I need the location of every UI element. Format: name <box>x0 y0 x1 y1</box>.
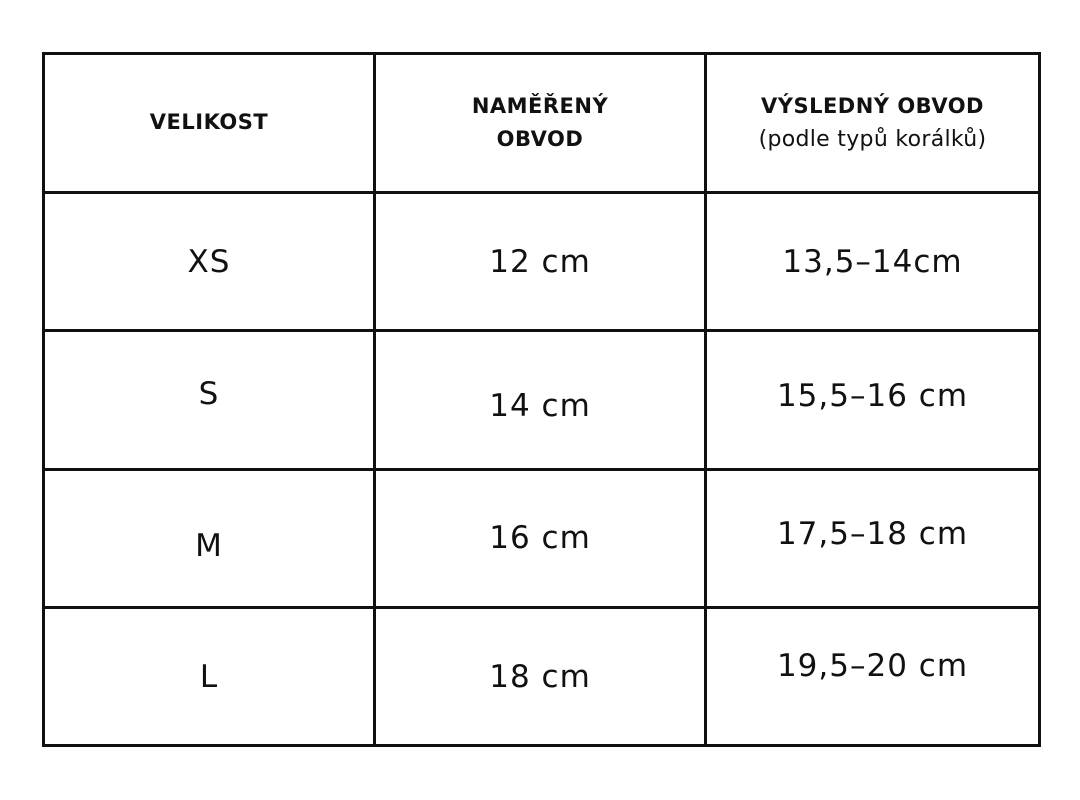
header-measured-label: NAMĚŘENÝ OBVOD <box>471 93 609 152</box>
size-cell <box>44 607 375 745</box>
measured-value: 12 cm <box>489 243 591 280</box>
result-cell <box>706 331 1040 469</box>
table-row <box>44 607 1040 745</box>
size-value: M <box>195 528 223 565</box>
result-value: 19,5–20 cm <box>776 648 969 685</box>
size-value: XS <box>187 243 231 280</box>
measured-cell <box>375 469 706 607</box>
measured-value: 14 cm <box>489 387 591 424</box>
result-value: 17,5–18 cm <box>776 516 969 553</box>
table-header-row <box>44 54 1040 193</box>
size-cell <box>44 469 375 607</box>
result-value: 15,5–16 cm <box>776 377 969 414</box>
header-cell-measured <box>375 54 706 193</box>
header-cell-size <box>44 54 375 193</box>
table-row <box>44 331 1040 469</box>
measured-cell <box>375 193 706 331</box>
size-value: S <box>198 375 220 412</box>
header-result-note: (podle typů korálků) <box>758 127 987 153</box>
result-cell <box>706 469 1040 607</box>
measured-value: 16 cm <box>489 520 591 557</box>
measured-cell <box>375 331 706 469</box>
size-cell <box>44 331 375 469</box>
result-cell <box>706 607 1040 745</box>
header-result-label: VÝSLEDNÝ OBVOD <box>760 93 984 118</box>
size-value: L <box>199 659 219 696</box>
measured-cell <box>375 607 706 745</box>
table-row <box>44 469 1040 607</box>
measured-value: 18 cm <box>489 659 591 696</box>
result-cell <box>706 193 1040 331</box>
table-row <box>44 193 1040 331</box>
size-cell <box>44 193 375 331</box>
header-cell-result <box>706 54 1040 193</box>
header-size-label: VELIKOST <box>149 110 269 135</box>
size-chart-table <box>42 52 1041 747</box>
result-value: 13,5–14cm <box>782 243 963 280</box>
